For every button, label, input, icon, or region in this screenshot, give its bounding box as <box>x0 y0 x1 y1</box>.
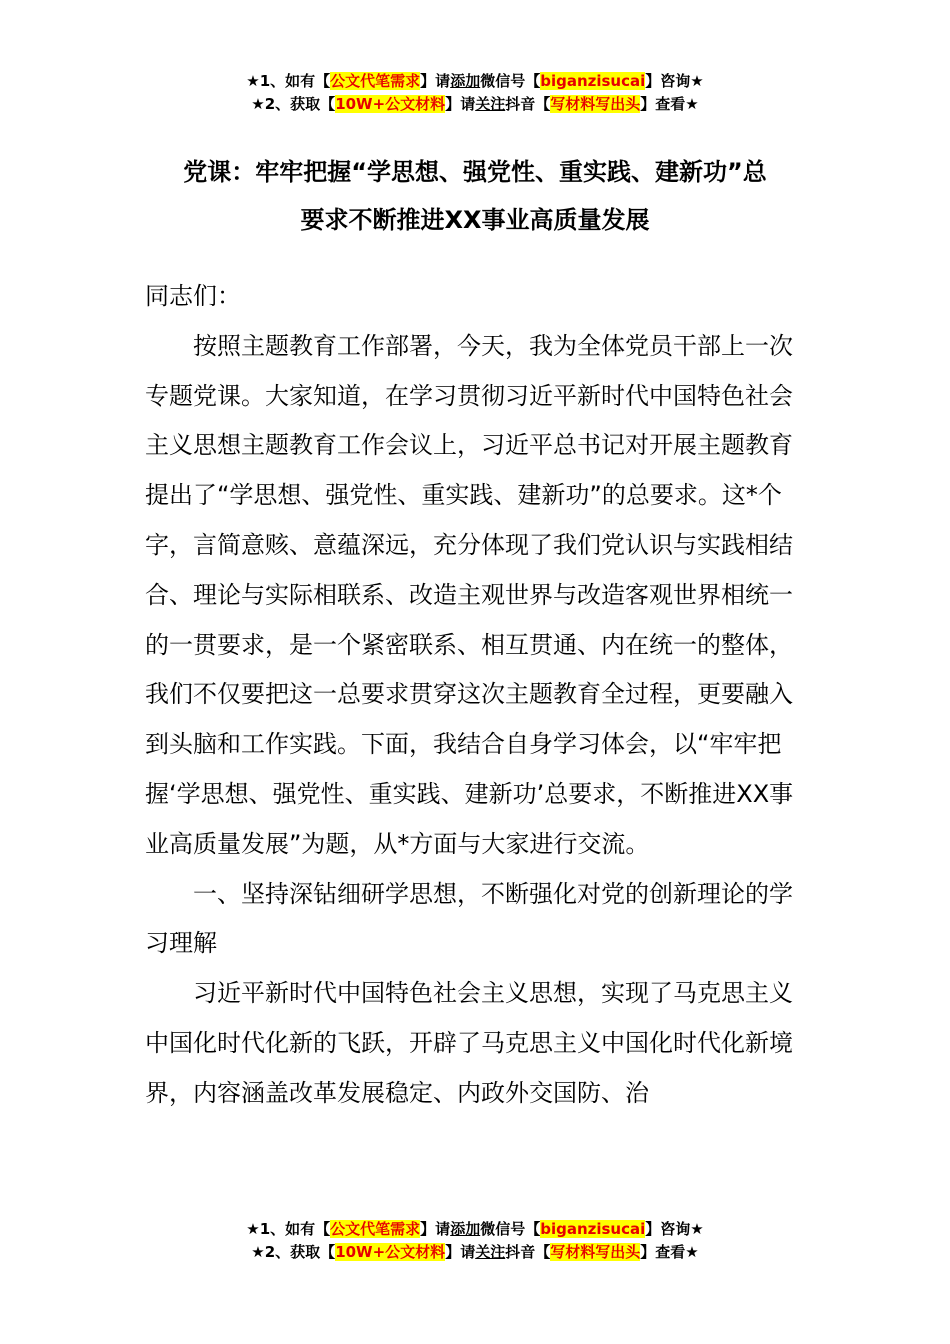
banner-text: 微信号【 <box>480 72 541 90</box>
banner-text: 微信号【 <box>480 1220 541 1238</box>
document-title <box>140 148 810 244</box>
banner-text: ★2、获取【 <box>251 95 336 113</box>
paragraph-intro: 按照主题教育工作部署，今天，我为全体党员干部上一次专题党课。大家知道，在学习贯彻习近平新时代中国特色社会主义思想主题教育工作会议上，习近平总书记对开展主题教育提出了“学思想、强党性、重实践、建新功”的总要求。这*个字，言简意赅、意蕴深远，充分体现了我们党认识与实践相结合、理论与实际相联系、改造主观世界与改造客观世界相统一的一贯要求，是一个紧密联系、相互贯通、内在统一的整体，我们不仅要把这一总要求贯穿这次主题教育全过程，更要融入到头脑和工作实践。下面，我结合自身学习体会，以“牢牢把握‘学思想、强党性、重实践、建新功’总要求，不断推进XX事业高质量发展”为题，从*方面与大家进行交流。 <box>145 331 794 858</box>
banner-text: 】请 <box>420 1220 451 1238</box>
banner-highlight: 公文代笔需求 <box>330 1220 421 1238</box>
banner-text: ★1、如有【 <box>246 72 331 90</box>
banner-text: 】请 <box>420 72 451 90</box>
banner-highlight: biganzisucai <box>540 72 646 90</box>
banner-highlight: 写材料写出头 <box>550 1243 641 1261</box>
banner-highlight: 10W+公文材料 <box>335 95 446 113</box>
banner-line-2 <box>0 1241 950 1264</box>
banner-line-1 <box>0 70 950 93</box>
header-banner <box>0 70 950 116</box>
banner-text: 】请 <box>445 95 476 113</box>
banner-underline: 添加 <box>450 1220 481 1238</box>
footer-banner <box>0 1218 950 1264</box>
banner-text: 】咨询★ <box>645 1220 704 1238</box>
banner-text: 抖音【 <box>505 95 551 113</box>
document-body <box>145 272 807 1119</box>
section-heading-1: 一、坚持深钻细研学思想，不断强化对党的创新理论的学习理解 <box>145 879 793 958</box>
banner-highlight: biganzisucai <box>540 1220 646 1238</box>
banner-text: 抖音【 <box>505 1243 551 1261</box>
banner-text: 】查看★ <box>640 95 699 113</box>
banner-text: 】请 <box>445 1243 476 1261</box>
banner-highlight: 公文代笔需求 <box>330 72 421 90</box>
salutation: 同志们： <box>145 282 241 310</box>
title-line-2: 要求不断推进XX事业高质量发展 <box>300 206 650 234</box>
banner-line-1 <box>0 1218 950 1241</box>
banner-highlight: 10W+公文材料 <box>335 1243 446 1261</box>
banner-text: 】查看★ <box>640 1243 699 1261</box>
banner-underline: 关注 <box>475 95 506 113</box>
paragraph-section-1: 习近平新时代中国特色社会主义思想，实现了马克思主义中国化时代化新的飞跃，开辟了马克思主义中国化时代化新境界，内容涵盖改革发展稳定、内政外交国防、治 <box>145 979 793 1107</box>
banner-underline: 添加 <box>450 72 481 90</box>
banner-highlight: 写材料写出头 <box>550 95 641 113</box>
title-line-1: 党课：牢牢把握“学思想、强党性、重实践、建新功”总 <box>183 158 767 186</box>
banner-text: 】咨询★ <box>645 72 704 90</box>
banner-underline: 关注 <box>475 1243 506 1261</box>
banner-line-2 <box>0 93 950 116</box>
banner-text: ★1、如有【 <box>246 1220 331 1238</box>
banner-text: ★2、获取【 <box>251 1243 336 1261</box>
